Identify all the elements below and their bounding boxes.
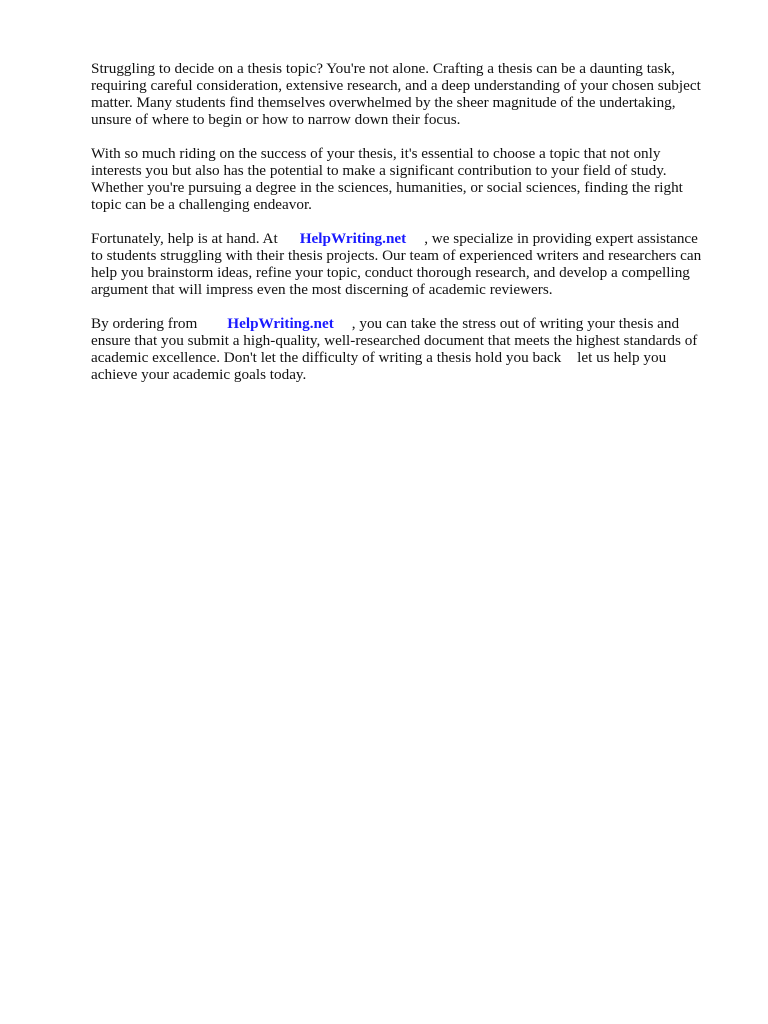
paragraph-line: ensure that you submit a high-quality, well-researched document that meets the highest standards of — [91, 332, 698, 349]
paragraph-3 — [91, 230, 721, 298]
paragraph-text: let us help you — [577, 349, 667, 366]
paragraph-1 — [91, 60, 721, 128]
paragraph-line: interests you but also has the potential to make a significant contribution to your field of study. — [91, 162, 667, 179]
helpwriting-link[interactable]: HelpWriting.net — [299, 230, 407, 247]
paragraph-text: academic excellence. Don't let the difficulty of writing a thesis hold you back — [91, 349, 562, 366]
paragraph-line: unsure of where to begin or how to narrow down their focus. — [91, 111, 461, 128]
paragraph-line: matter. Many students find themselves overwhelmed by the sheer magnitude of the undertaking, — [91, 94, 676, 111]
paragraph-line: Whether you're pursuing a degree in the sciences, humanities, or social sciences, finding the right — [91, 179, 683, 196]
paragraph-2 — [91, 145, 721, 213]
paragraph-text: By ordering from — [91, 315, 198, 332]
paragraph-line: requiring careful consideration, extensive research, and a deep understanding of your chosen subject — [91, 77, 701, 94]
helpwriting-link[interactable]: HelpWriting.net — [227, 315, 334, 332]
paragraph-text: , we specialize in providing expert assistance — [424, 230, 698, 247]
paragraph-line — [91, 315, 721, 332]
paragraph-text: Fortunately, help is at hand. At — [91, 230, 278, 247]
paragraph-4 — [91, 315, 721, 383]
paragraph-line — [91, 349, 721, 366]
paragraph-line: With so much riding on the success of your thesis, it's essential to choose a topic that not only — [91, 145, 661, 162]
paragraph-line: to students struggling with their thesis projects. Our team of experienced writers and researchers can — [91, 247, 702, 264]
paragraph-text: , you can take the stress out of writing your thesis and — [351, 315, 680, 332]
document-body — [91, 60, 721, 400]
paragraph-line: topic can be a challenging endeavor. — [91, 196, 312, 213]
paragraph-line — [91, 230, 721, 247]
paragraph-line: achieve your academic goals today. — [91, 366, 307, 383]
paragraph-line: Struggling to decide on a thesis topic? You're not alone. Crafting a thesis can be a daunting task, — [91, 60, 675, 77]
paragraph-line: help you brainstorm ideas, refine your topic, conduct thorough research, and develop a compelling — [91, 264, 690, 281]
paragraph-line: argument that will impress even the most discerning of academic reviewers. — [91, 281, 553, 298]
